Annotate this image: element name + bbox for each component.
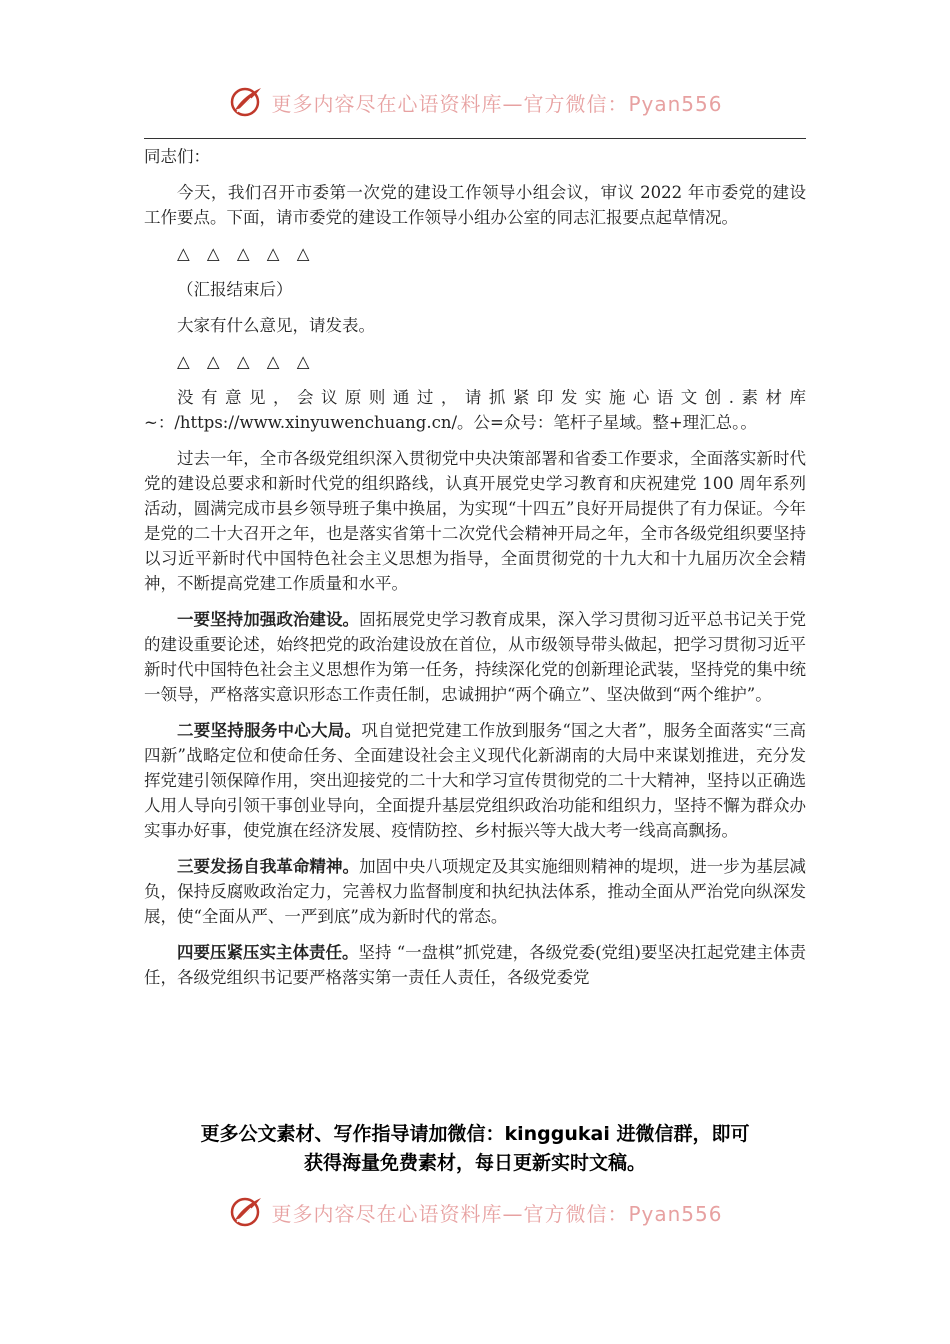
section-paragraph	[144, 718, 806, 843]
section-text: 巩自觉把党建工作放到服务“国之大者”，服务全面落实“三高四新”战略定位和使命任务、全面建设社会主义现代化新湖南的大局中来谋划推进，充分发挥党建引领保障作用，突出迎接党的二十大和学习宣传贯彻党的二十大精神，坚持以正确选人用人导向引领干事创业导向，全面提升基层党组织政治功能和组织力，坚持不懈为群众办实事办好事，使党旗在经济发展、疫情防控、乡村振兴等大战大考一线高高飘扬。	[144, 721, 807, 840]
section-paragraph	[144, 940, 806, 990]
stage-note: （汇报结束后）	[177, 280, 293, 299]
section-text: 坚持 “一盘棋”抓党建，各级党委(党组)要坚决扛起党建主体责任，各级党组织书记要严格落实第一责任人责任，各级党委党	[144, 943, 806, 987]
section-paragraph	[144, 607, 806, 707]
triangle-separator: △ △ △ △ △	[177, 352, 316, 371]
promo-line: 更多公文素材、写作指导请加微信：kinggukai 进微信群，即可	[200, 1123, 750, 1145]
paragraph: 今天，我们召开市委第一次党的建设工作领导小组会议，审议 2022 年市委党的建设工作要点。下面，请市委党的建设工作领导小组办公室的同志汇报要点起草情况。	[144, 183, 806, 227]
salutation: 同志们：	[144, 147, 210, 166]
document-body	[144, 144, 806, 1001]
section-heading: 三要发扬自我革命精神。	[177, 857, 360, 876]
section-heading: 二要坚持服务中心大局。	[177, 721, 362, 740]
section-text: 加固中央八项规定及其实施细则精神的堤坝，进一步为基层减负，保持反腐败政治定力，完善权力监督制度和执纪执法体系，推动全面从严治党向纵深发展，使“全面从严、一严到底”成为新时代的常态。	[144, 857, 807, 926]
footer-banner	[0, 1190, 950, 1234]
paragraph: 过去一年，全市各级党组织深入贯彻党中央决策部署和省委工作要求，全面落实新时代党的建设总要求和新时代党的组织路线，认真开展党史学习教育和庆祝建党 100 周年系列活动，圆满完成市县乡领导班子集中换届，为实现“十四五”良好开局提供了有力保证。今年是党的二十大召开之年，也是落实省第十二次党代会精神开局之年，全市各级党组织要坚持以习近平新时代中国特色社会主义思想为指导，全面贯彻党的十九大和十九届历次全会精神，不断提高党建工作质量和水平。	[144, 449, 806, 593]
triangle-separator: △ △ △ △ △	[177, 244, 316, 263]
header-divider	[144, 138, 806, 139]
section-heading: 四要压紧压实主体责任。	[177, 943, 359, 962]
header-text: 更多内容尽在心语资料库—官方微信：Pyan556	[271, 91, 723, 116]
section-heading: 一要坚持加强政治建设。	[177, 610, 360, 629]
footer-text: 更多内容尽在心语资料库—官方微信：Pyan556	[271, 1201, 723, 1226]
section-paragraph	[144, 854, 806, 929]
promo-line: 获得海量免费素材，每日更新实时文稿。	[303, 1152, 646, 1174]
header-banner	[0, 80, 950, 124]
section-text: 固拓展党史学习教育成果，深入学习贯彻习近平总书记关于党的建设重要论述，始终把党的政治建设放在首位，从市级领导带头做起，把学习贯彻习近平新时代中国特色社会主义思想作为第一任务，持续深化党的创新理论武装，坚持党的集中统一领导，严格落实意识形态工作责任制，忠诚拥护“两个确立”、坚决做到“两个维护”。	[144, 610, 807, 704]
quill-logo-icon	[227, 82, 267, 122]
paragraph: 没有意见，会议原则通过，请抓紧印发实施心语文创.素材库~：/https://www.xinyuwenchuang.cn/。公=众号：笔杆子星域。整+理汇总。。	[144, 388, 806, 432]
quill-logo-icon	[227, 1192, 267, 1232]
paragraph: 大家有什么意见，请发表。	[177, 316, 375, 335]
promo-notice	[0, 1120, 950, 1178]
